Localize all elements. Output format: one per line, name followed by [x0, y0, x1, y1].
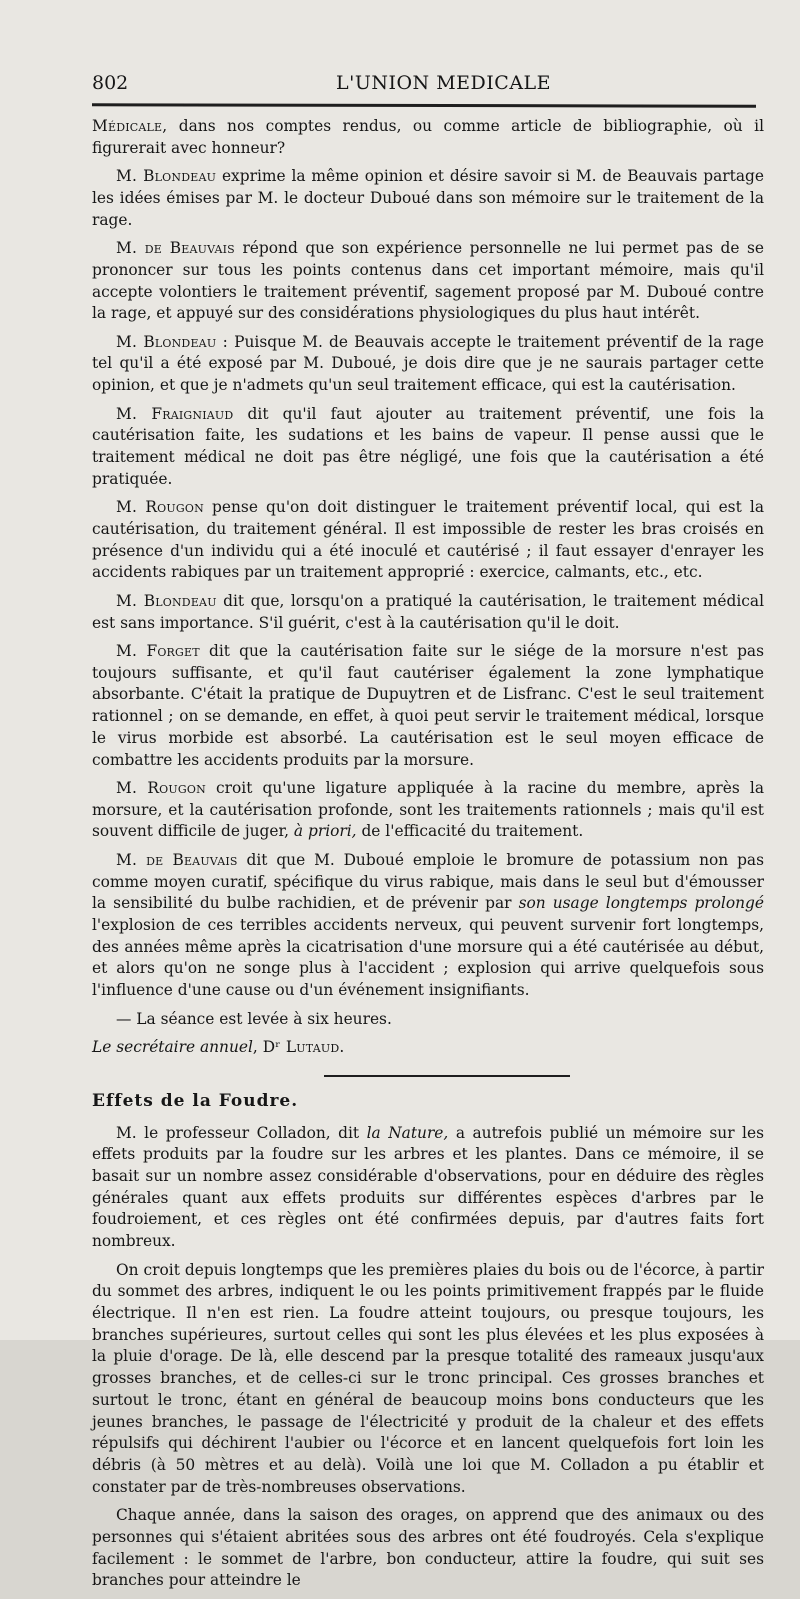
paragraph-text: pense qu'on doit distinguer le traitement préventif local, qui est la cautérisation, du traitement général. Il est impossible de rester les bras croisés en présence d'un individu qui a été inoculé et cautérisé ; il faut essayer d'enrayer les accidents rabiques par un traitement approprié : exercice, calmants, etc., etc. [92, 498, 764, 582]
paragraph [92, 641, 764, 771]
closing-line: — La séance est levée à six heures. [116, 1009, 392, 1028]
paragraph-text: exprime la même opinion et désire savoir si M. de Beauvais partage les idées émises par M. le docteur Duboué dans son mémoire sur le traitement de la rage. [92, 167, 764, 229]
signature [92, 1037, 764, 1059]
speaker-name: M. Blondeau [116, 591, 217, 610]
speaker-name: M. Forget [116, 642, 200, 661]
italic-text: à priori, [293, 822, 357, 841]
lead-word: Médicale, [92, 117, 168, 135]
header-rule [92, 103, 756, 107]
paragraph [92, 850, 764, 1002]
paragraph-text: dit que, lorsqu'on a pratiqué la cautérisation, le traitement médical est sans importance. S'il guérit, c'est à la cautérisation qu'il le doit. [92, 591, 764, 632]
paragraph [92, 166, 764, 231]
paragraph-text: dit que la cautérisation faite sur le siége de la morsure n'est pas toujours suffisante, et qu'il faut cautériser également la zone lymphatique absorbante. C'était la pratique de Dupuytren et de Lisfranc. C'est le seul traitement rationnel ; on se demande, en effet, à quoi peut servir le traitement médical, lorsque le virus morbide est absorbé. La cautérisation est le seul moyen efficace de combattre les accidents produits par la morsure. [92, 642, 764, 769]
signature-name: Dʳ Lutaud. [262, 1038, 345, 1057]
running-title: L'UNION MEDICALE [336, 72, 552, 94]
paragraph-text: de l'efficacité du traitement. [356, 822, 584, 841]
paragraph-text: dit que M. Duboué emploie le bromure de potassium non pas comme moyen curatif, spécifique du virus rabique, mais dans le seul but d'émousser la sensibilité du bulbe rachidien, et de prévenir par [92, 850, 764, 913]
speaker-name: M. de Beauvais [116, 850, 238, 869]
paragraph [92, 238, 764, 325]
article-body [92, 116, 764, 1599]
paragraph-text: dit qu'il faut ajouter au traitement préventif, une fois la cautérisation faite, les sudations et les bains de vapeur. Il pense aussi que le traitement médical ne doit pas être négligé, une fois que la cautérisation a été pratiquée. [92, 404, 765, 488]
paragraph: On croit depuis longtemps que les premières plaies du bois ou de l'écorce, à partir du sommet des arbres, indiquent le ou les points primitivement frappés par le fluide électrique. Il n'en est rien. La foudre atteint toujours, ou presque toujours, les branches supérieures, surtout celles qui sont les plus élevées et les plus exposées à la pluie d'orage. De là, elle descend par la presque totalité des rameaux jusqu'aux grosses branches, et de celles-ci sur le tronc principal. Ces grosses branches et surtout le tronc, étant en général de beaucoup moins bons conducteurs que les jeunes branches, le passage de l'électricité y produit de la chaleur et des effets répulsifs qui déchirent l'aubier ou l'écorce et en lancent quelquefois fort loin les débris (à 50 mètres et au delà). Voilà une loi que M. Colladon a pu établir et constater par de très-nombreuses observations. [92, 1260, 764, 1496]
paragraph-text: répond que son expérience personnelle ne lui permet pas de se prononcer sur tous les points contenus dans cet important mémoire, mais qu'il accepte volontiers le traitement préventif, sagement proposé par M. Duboué contre la rage, et appuyé sur des considérations physiologiques du plus haut intérêt. [92, 239, 764, 323]
paragraph [92, 591, 764, 634]
paragraph [92, 778, 764, 843]
page-header [92, 72, 758, 100]
speaker-name: M. Blondeau : [116, 332, 229, 351]
paragraph [92, 404, 764, 491]
paragraph [92, 116, 764, 159]
section-divider [324, 1075, 570, 1077]
paragraph-text: croit qu'une ligature appliquée à la racine du membre, après la morsure, et la cautérisation profonde, sont les traitements rationnels ; mais qu'il est souvent difficile de juger, [92, 779, 764, 841]
signature-separator: , [252, 1038, 263, 1057]
speaker-name: M. Blondeau [116, 167, 217, 186]
paragraph-text: dans nos comptes rendus, ou comme article de bibliographie, où il figurerait avec honneur? [92, 117, 764, 157]
speaker-name: M. Rougon [116, 779, 206, 798]
speaker-name: M. Fraigniaud [116, 404, 234, 423]
speaker-name: M. Rougon [116, 498, 204, 517]
paragraph [92, 1123, 764, 1253]
paragraph: Chaque année, dans la saison des orages, on apprend que des animaux ou des personnes qui s'étaient abritées sous des arbres ont été foudroyés. Cela s'explique facilement : le sommet de l'arbre, bon conducteur, attire la foudre, qui suit ses branches pour atteindre le [92, 1506, 764, 1590]
italic-text: la Nature, [366, 1123, 449, 1142]
paragraph-text: Puisque M. de Beauvais accepte le traitement préventif de la rage tel qu'il a été exposé par M. Duboué, je dois dire que je ne saurais partager cette opinion, et que je n'admets qu'un seul traitement efficace, qui est la cautérisation. [92, 332, 764, 395]
paragraph-text: l'explosion de ces terribles accidents nerveux, qui peuvent survenir fort longtemps, des années même après la cicatrisation d'une morsure qui a été cautérisée au début, et alors qu'on ne songe plus à l'accident ; explosion qui arrive quelquefois sous l'influence d'une cause ou d'un événement insignifiants. [92, 916, 764, 1000]
paragraph-text: a autrefois publié un mémoire sur les effets produits par la foudre sur les arbres et les plantes. Dans ce mémoire, il se basait sur un nombre assez considérable d'observations, pour en déduire des règles générales quant aux effets produits sur différentes espèces d'arbres par le foudroiement, et ces règles ont été confirmées depuis, par d'autres faits fort nombreux. [92, 1123, 764, 1251]
signature-role: Le secrétaire annuel [92, 1038, 253, 1057]
section-title: Effets de la Foudre. [92, 1090, 299, 1111]
paragraph [92, 497, 764, 584]
page-number: 802 [92, 72, 129, 94]
paragraph-text: M. le professeur Colladon, dit [116, 1123, 367, 1142]
italic-text: son usage longtemps prolongé [518, 894, 764, 913]
paragraph [92, 332, 764, 397]
speaker-name: M. de Beauvais [116, 239, 235, 258]
